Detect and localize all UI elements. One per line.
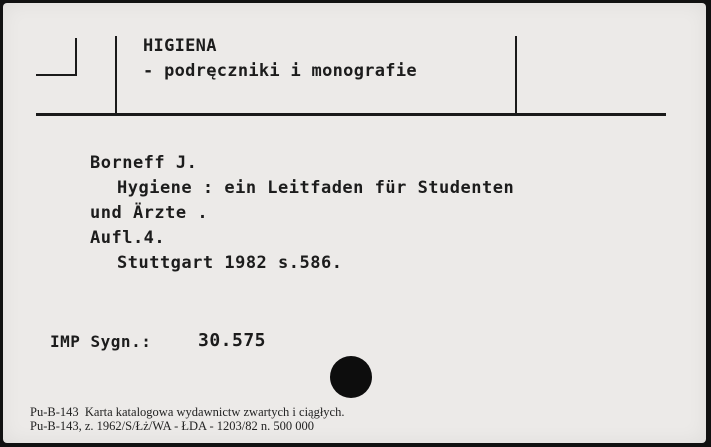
header-bottom-rule	[36, 113, 666, 116]
header-right-divider	[515, 36, 517, 114]
catalog-card	[3, 3, 706, 443]
edition: Aufl.4.	[90, 228, 166, 248]
footer-line-1: Pu-B-143 Karta katalogowa wydawnictw zwartych i ciągłych.	[30, 405, 345, 419]
subject-heading: HIGIENA	[143, 36, 217, 56]
imprint: Stuttgart 1982 s.586.	[117, 253, 343, 273]
left-tab-horizontal-line	[36, 74, 77, 76]
author-name: Borneff J.	[90, 153, 198, 173]
book-title-line-2: und Ärzte .	[90, 203, 209, 223]
header-left-divider	[115, 36, 117, 114]
subject-subheading: - podręczniki i monografie	[143, 61, 417, 81]
punch-hole	[330, 356, 372, 398]
signature-value: 30.575	[198, 330, 267, 351]
book-title-line-1: Hygiene : ein Leitfaden für Studenten	[117, 178, 515, 198]
footer-line-2: Pu-B-143, z. 1962/S/Łż/WA - ŁDA - 1203/82 n. 500 000	[30, 419, 315, 433]
signature-label: IMP Sygn.:	[50, 332, 152, 351]
left-tab-vertical-line	[75, 38, 77, 76]
